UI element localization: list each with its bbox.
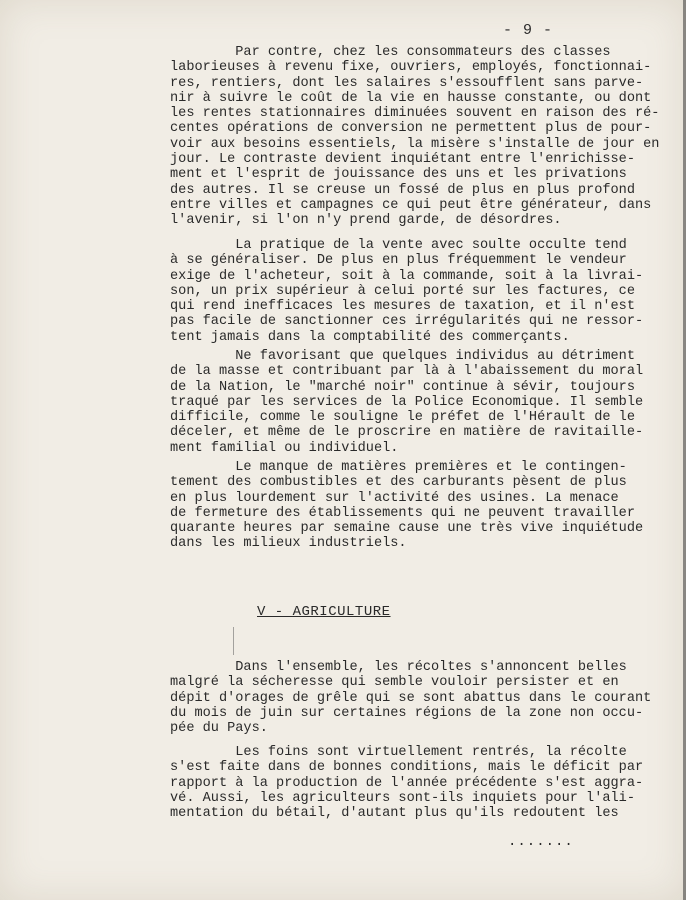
text-line: déceler, et même de le proscrire en matière de ravitaille- [170, 425, 644, 441]
text-line: difficile, comme le souligne le préfet de l'Hérault de le [170, 410, 635, 426]
text-line: des autres. Il se creuse un fossé de plus en plus profond [170, 182, 635, 198]
text-line: tement des combustibles et des carburants pèsent de plus [170, 475, 627, 491]
page-number: - 9 - [503, 22, 554, 39]
text-line: dans les milieux industriels. [170, 536, 407, 552]
text-line: vé. Aussi, les agriculteurs sont-ils inquiets pour l'ali- [170, 790, 635, 806]
text-line: entre villes et campagnes ce qui peut être générateur, dans [170, 197, 652, 213]
text-line: Le manque de matières premières et le contingen- [170, 460, 627, 475]
text-line: du mois de juin sur certaines régions de la zone non occu- [170, 705, 644, 721]
text-line: Par contre, chez les consommateurs des classes [170, 45, 611, 60]
text-line: dépit d'orages de grêle qui se sont abattus dans le courant [170, 690, 652, 706]
text-line: ment et l'esprit de jouissance des uns et les privations [170, 167, 627, 183]
paragraph-consumers [170, 45, 670, 229]
text-line: rapport à la production de l'année précédente s'est aggra- [170, 775, 644, 791]
text-line: mentation du bétail, d'autant plus qu'ils redoutent les [170, 806, 619, 822]
margin-mark [233, 627, 234, 655]
text-line: exige de l'acheteur, soit à la commande, soit à la livrai- [170, 268, 644, 284]
text-line: Les foins sont virtuellement rentrés, la récolte [170, 745, 627, 760]
text-line: Dans l'ensemble, les récoltes s'annoncent belles [170, 660, 627, 675]
text-line: qui rend inefficaces les mesures de taxation, et il n'est [170, 299, 635, 315]
text-line: l'avenir, si l'on n'y prend garde, de désordres. [170, 213, 562, 229]
text-line: centes opérations de conversion ne permettent plus de pour- [170, 121, 652, 137]
text-line: voir aux besoins essentiels, la misère s'installe de jour en [170, 136, 660, 152]
text-line: pas facile de sanctionner ces irrégularités qui ne ressor- [170, 314, 644, 330]
section-heading: V - AGRICULTURE [257, 604, 391, 620]
text-line: traqué par les services de la Police Economique. Il semble [170, 394, 644, 410]
text-line: Ne favorisant que quelques individus au détriment [170, 349, 635, 364]
text-line: son, un prix supérieur à celui porté sur les factures, ce [170, 283, 635, 299]
text-line: de la masse et contribuant par là à l'abaissement du moral [170, 364, 644, 380]
paragraph-recoltes [170, 660, 670, 736]
text-line: jour. Le contraste devient inquiétant entre l'enrichisse- [170, 152, 635, 168]
text-line: de fermeture des établissements qui ne peuvent travailler [170, 505, 635, 521]
text-line: les rentes stationnaires diminuées souvent en raison des ré- [170, 106, 660, 122]
paragraph-usines [170, 460, 670, 552]
text-line: quarante heures par semaine cause une très vive inquiétude [170, 521, 644, 537]
paragraph-marche-noir [170, 349, 670, 456]
text-line: à se généraliser. De plus en plus fréquemment le vendeur [170, 253, 627, 269]
paragraph-vente-soulte [170, 238, 670, 345]
text-line: nir à suivre le coût de la vie en hausse constante, ou dont [170, 90, 652, 106]
text-line: en plus lourdement sur l'activité des usines. La menace [170, 490, 619, 506]
text-line: ment familial ou individuel. [170, 440, 399, 456]
text-line: res, rentiers, dont les salaires s'essoufflent sans parve- [170, 75, 644, 91]
text-line: La pratique de la vente avec soulte occulte tend [170, 238, 627, 253]
continuation-dots: ....... [508, 834, 574, 850]
text-line: laborieuses à revenu fixe, ouvriers, employés, fonctionnai- [170, 60, 652, 76]
text-line: malgré la sécheresse qui semble vouloir persister et en [170, 675, 619, 691]
paragraph-foins [170, 745, 670, 821]
text-line: tent jamais dans la comptabilité des commerçants. [170, 329, 570, 345]
text-line: pée du Pays. [170, 721, 268, 737]
text-line: de la Nation, le "marché noir" continue à sévir, toujours [170, 379, 635, 395]
text-line: s'est faite dans de bonnes conditions, mais le déficit par [170, 760, 644, 776]
